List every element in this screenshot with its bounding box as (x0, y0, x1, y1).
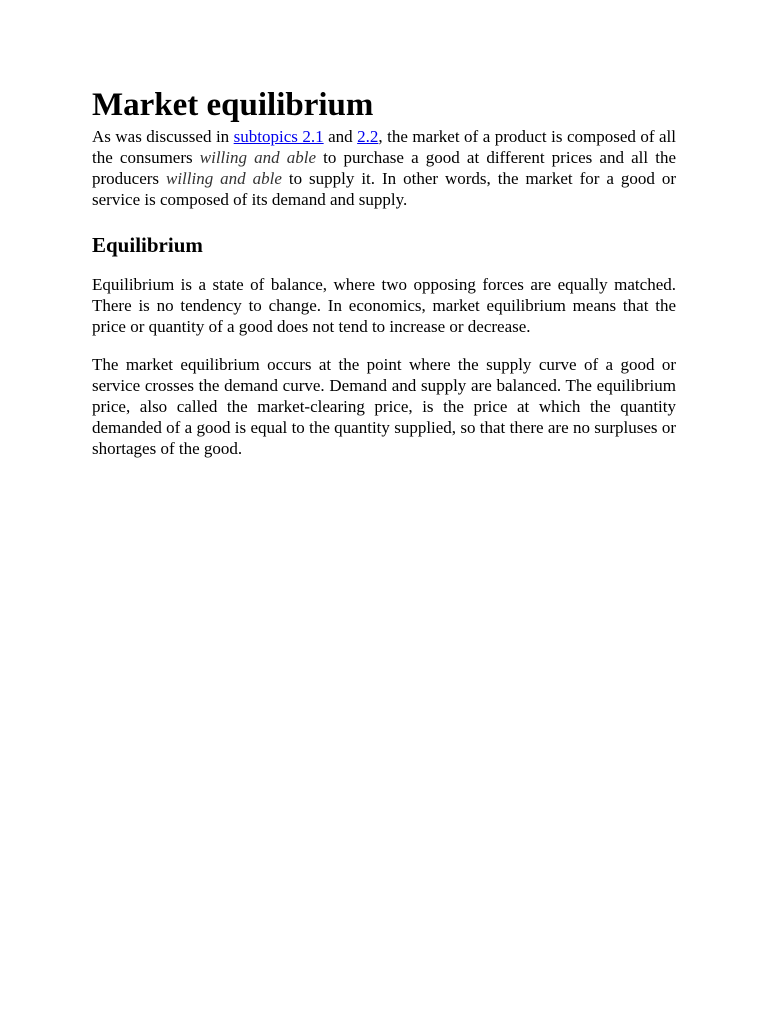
willing-and-able-emphasis-1: willing and able (199, 148, 317, 167)
intro-text-2: and (323, 127, 358, 146)
section-heading-equilibrium: Equilibrium (92, 233, 203, 257)
market-equilibrium-paragraph: The market equilibrium occurs at the point where the supply curve of a good or service crosses the demand curve. Demand and supply are balanced. The equilibrium price, also called the market-clearing price, is the price at which the quantity demanded of a good is equal to the quantity supplied, so that there are no surpluses or shortages of the good. (92, 355, 676, 458)
intro-text-1: As was discussed in (92, 127, 234, 146)
intro-text-4: to purchase a good at different prices and all the producers (92, 148, 677, 188)
equilibrium-definition-paragraph: Equilibrium is a state of balance, where two opposing forces are equally matched. There is no tendency to change. In economics, market equilibrium means that the price or quantity of a good does not tend to increase or decrease. (92, 275, 676, 336)
willing-and-able-emphasis-2: willing and able (165, 169, 282, 188)
page-title: Market equilibrium (92, 87, 374, 123)
subtopics-2-1-link[interactable]: subtopics 2.1 (233, 127, 324, 146)
subtopic-2-2-link[interactable]: 2.2 (357, 127, 379, 146)
intro-text-5: to supply it. In other words, the market for a good or service is composed of its demand and supply. (92, 169, 677, 209)
intro-text-3: , the market of a product is composed of all the consumers (92, 127, 677, 167)
intro-paragraph (92, 126, 676, 210)
document-page (92, 84, 676, 459)
